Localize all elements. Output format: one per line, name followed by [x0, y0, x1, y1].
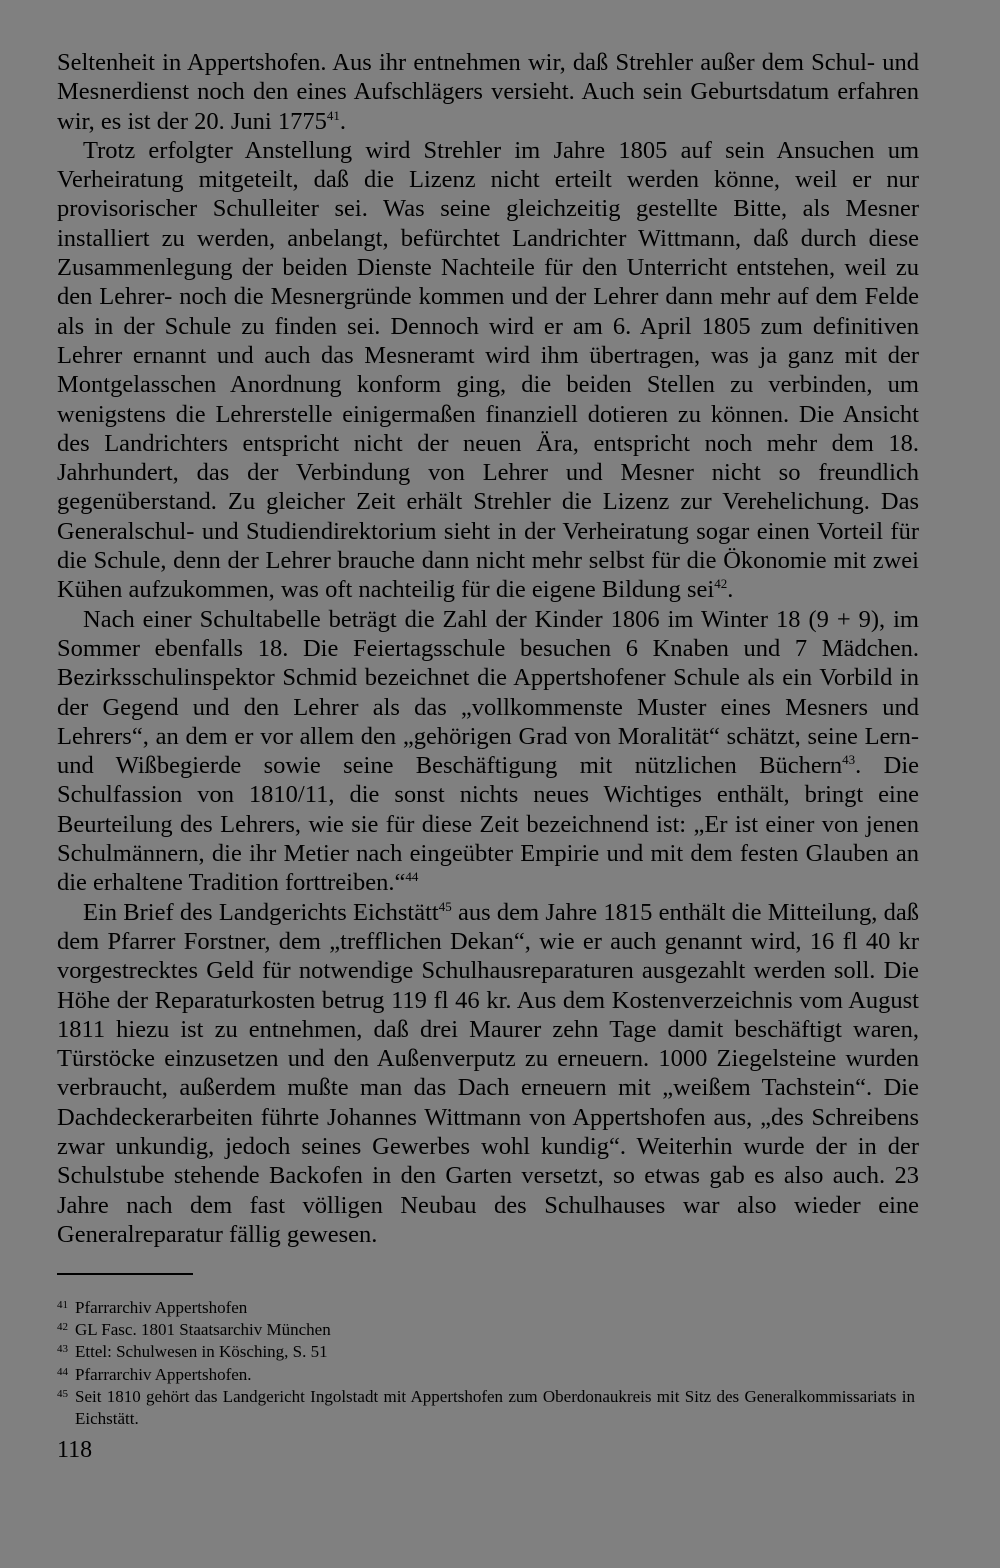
main-text	[57, 48, 919, 1249]
text-run: . Die Schulfassion von 1810/11, die sonst nichts neues Wichtiges enthält, bringt eine Beurteilung des Lehrers, wie sie für diese Zeit bezeichnend ist: „Er ist einer von jenen Schulmännern, die ihr Metier nach eingeübter Empirie und mit dem festen Glauben an die erhaltene Tradition forttreiben.“	[57, 752, 920, 897]
paragraph	[57, 605, 919, 898]
footnote-number: 41	[57, 1299, 68, 1311]
footnote-text: Seit 1810 gehört das Landgericht Ingolstadt mit Appertshofen zum Oberdonaukreis mit Sitz des Generalkommissariats in Eichstätt.	[75, 1386, 915, 1429]
page-content	[57, 48, 919, 1249]
footnote-number: 44	[57, 1365, 68, 1378]
footnote	[57, 1364, 915, 1386]
paragraph	[57, 898, 919, 1250]
footnote-ref: 45	[438, 898, 452, 914]
text-run: aus dem Jahre 1815 enthält die Mitteilung, daß dem Pfarrer Forstner, dem „trefflichen Dekan“, wie er auch genannt wird, 16 fl 40 kr vorgestrecktes Geld für notwendige Schulhausreparaturen ausgezahlt werden soll. Die Höhe der Reparaturkosten betrug 119 fl 46 kr. Aus dem Kostenverzeichnis vom August 1811 hiezu ist zu entnehmen, daß drei Maurer zehn Tage damit beschäftigt waren, Türstöcke einzusetzen und den Außenverputz zu erneuern. 1000 Ziegelsteine wurden verbraucht, außerdem mußte man das Dach erneuern mit „weißem Tachstein“. Die Dachdeckerarbeiten führte Johannes Wittmann von Appertshofen aus, „des Schreibens zwar unkundig, jedoch seines Gewerbes wohl kundig“. Weiterhin wurde der in der Schulstube stehende Backofen in den Garten versetzt, so etwas gab es also auch. 23 Jahre nach dem fast völligen Neubau des Schulhauses war also wieder eine Generalreparatur fällig gewesen.	[57, 898, 919, 1248]
footnote-number: 45	[57, 1387, 68, 1400]
footnote-number: 43	[57, 1343, 68, 1356]
footnotes	[57, 1297, 915, 1430]
footnote-ref: 44	[405, 869, 419, 885]
footnote-text: Pfarrarchiv Appertshofen	[75, 1298, 248, 1317]
footnote-number: 42	[57, 1321, 68, 1334]
footnote-text: Pfarrarchiv Appertshofen.	[75, 1364, 252, 1384]
text-run: Trotz erfolgter Anstellung wird Strehler im Jahre 1805 auf sein Ansuchen um Verheiratung mitgeteilt, daß die Lizenz nicht erteilt werden könne, weil er nur provisorischer Schulleiter sei. Was seine gleichzeitig gestellte Bitte, als Mesner installiert zu werden, anbelangt, befürchtet Landrichter Wittmann, daß durch diese Zusammenlegung der beiden Dienste Nachteile für den Unterricht entstehen, weil zu den Lehrer- noch die Mesnergründe kommen und der Lehrer dann mehr auf dem Felde als in der Schule zu finden sei. Dennoch wird er am 6. April 1805 zum definitiven Lehrer ernannt und auch das Mesneramt wird ihm übertragen, was ja ganz mit der Montgelasschen Anordnung konform ging, die beiden Stellen zu verbinden, um wenigstens die Lehrerstelle einigermaßen finanziell dotieren zu können. Die Ansicht des Landrichters entspricht nicht der neuen Ära, entspricht noch mehr dem 18. Jahrhundert, das der Verbindung von Lehrer und Mesner nicht so freundlich gegenüberstand. Zu gleicher Zeit erhält Strehler die Lizenz zur Verehelichung. Das Generalschul- und Studiendirektorium sieht in der Verheiratung sogar einen Vorteil für die Schule, denn der Lehrer brauche dann nicht mehr selbst für die Ökonomie mit zwei Kühen aufzukommen, was oft nachteilig für die eigene Bildung sei	[57, 136, 919, 604]
text-run: .	[727, 576, 734, 604]
footnote-text: GL Fasc. 1801 Staatsarchiv München	[75, 1320, 331, 1340]
footnote	[57, 1297, 915, 1319]
footnote-ref: 42	[714, 576, 728, 592]
footnote	[57, 1341, 915, 1363]
footnote	[57, 1386, 915, 1430]
text-run: Seltenheit in Appertshofen. Aus ihr entnehmen wir, daß Strehler außer dem Schul- und Mesnerdienst noch den eines Aufschlägers versieht. Auch sein Geburtsdatum erfahren wir, es ist der 20. Juni 1775	[57, 49, 919, 135]
page-number: 118	[57, 1437, 93, 1463]
footnote-ref: 43	[842, 752, 856, 768]
footnote	[57, 1319, 915, 1341]
text-run: Ein Brief des Landgerichts Eichstätt	[83, 898, 439, 926]
text-run: .	[339, 107, 346, 135]
footnote-ref: 41	[326, 107, 340, 123]
paragraph	[57, 48, 919, 136]
text-run: Nach einer Schultabelle beträgt die Zahl der Kinder 1806 im Winter 18 (9 + 9), im Sommer ebenfalls 18. Die Feiertagsschule besuchen 6 Knaben und 7 Mädchen. Bezirksschulinspektor Schmid bezeichnet die Appertshofener Schule als ein Vorbild in der Gegend und den Lehrer als das „vollkommenste Muster eines Mesners und Lehrers“, an dem er vor allem den „gehörigen Grad von Moralität“ schätzt, seine Lern- und Wißbegierde sowie seine Beschäftigung mit nützlichen Büchern	[57, 605, 919, 780]
paragraph	[57, 136, 919, 605]
footnote-separator	[57, 1273, 193, 1275]
footnote-text: Ettel: Schulwesen in Kösching, S. 51	[75, 1342, 328, 1362]
